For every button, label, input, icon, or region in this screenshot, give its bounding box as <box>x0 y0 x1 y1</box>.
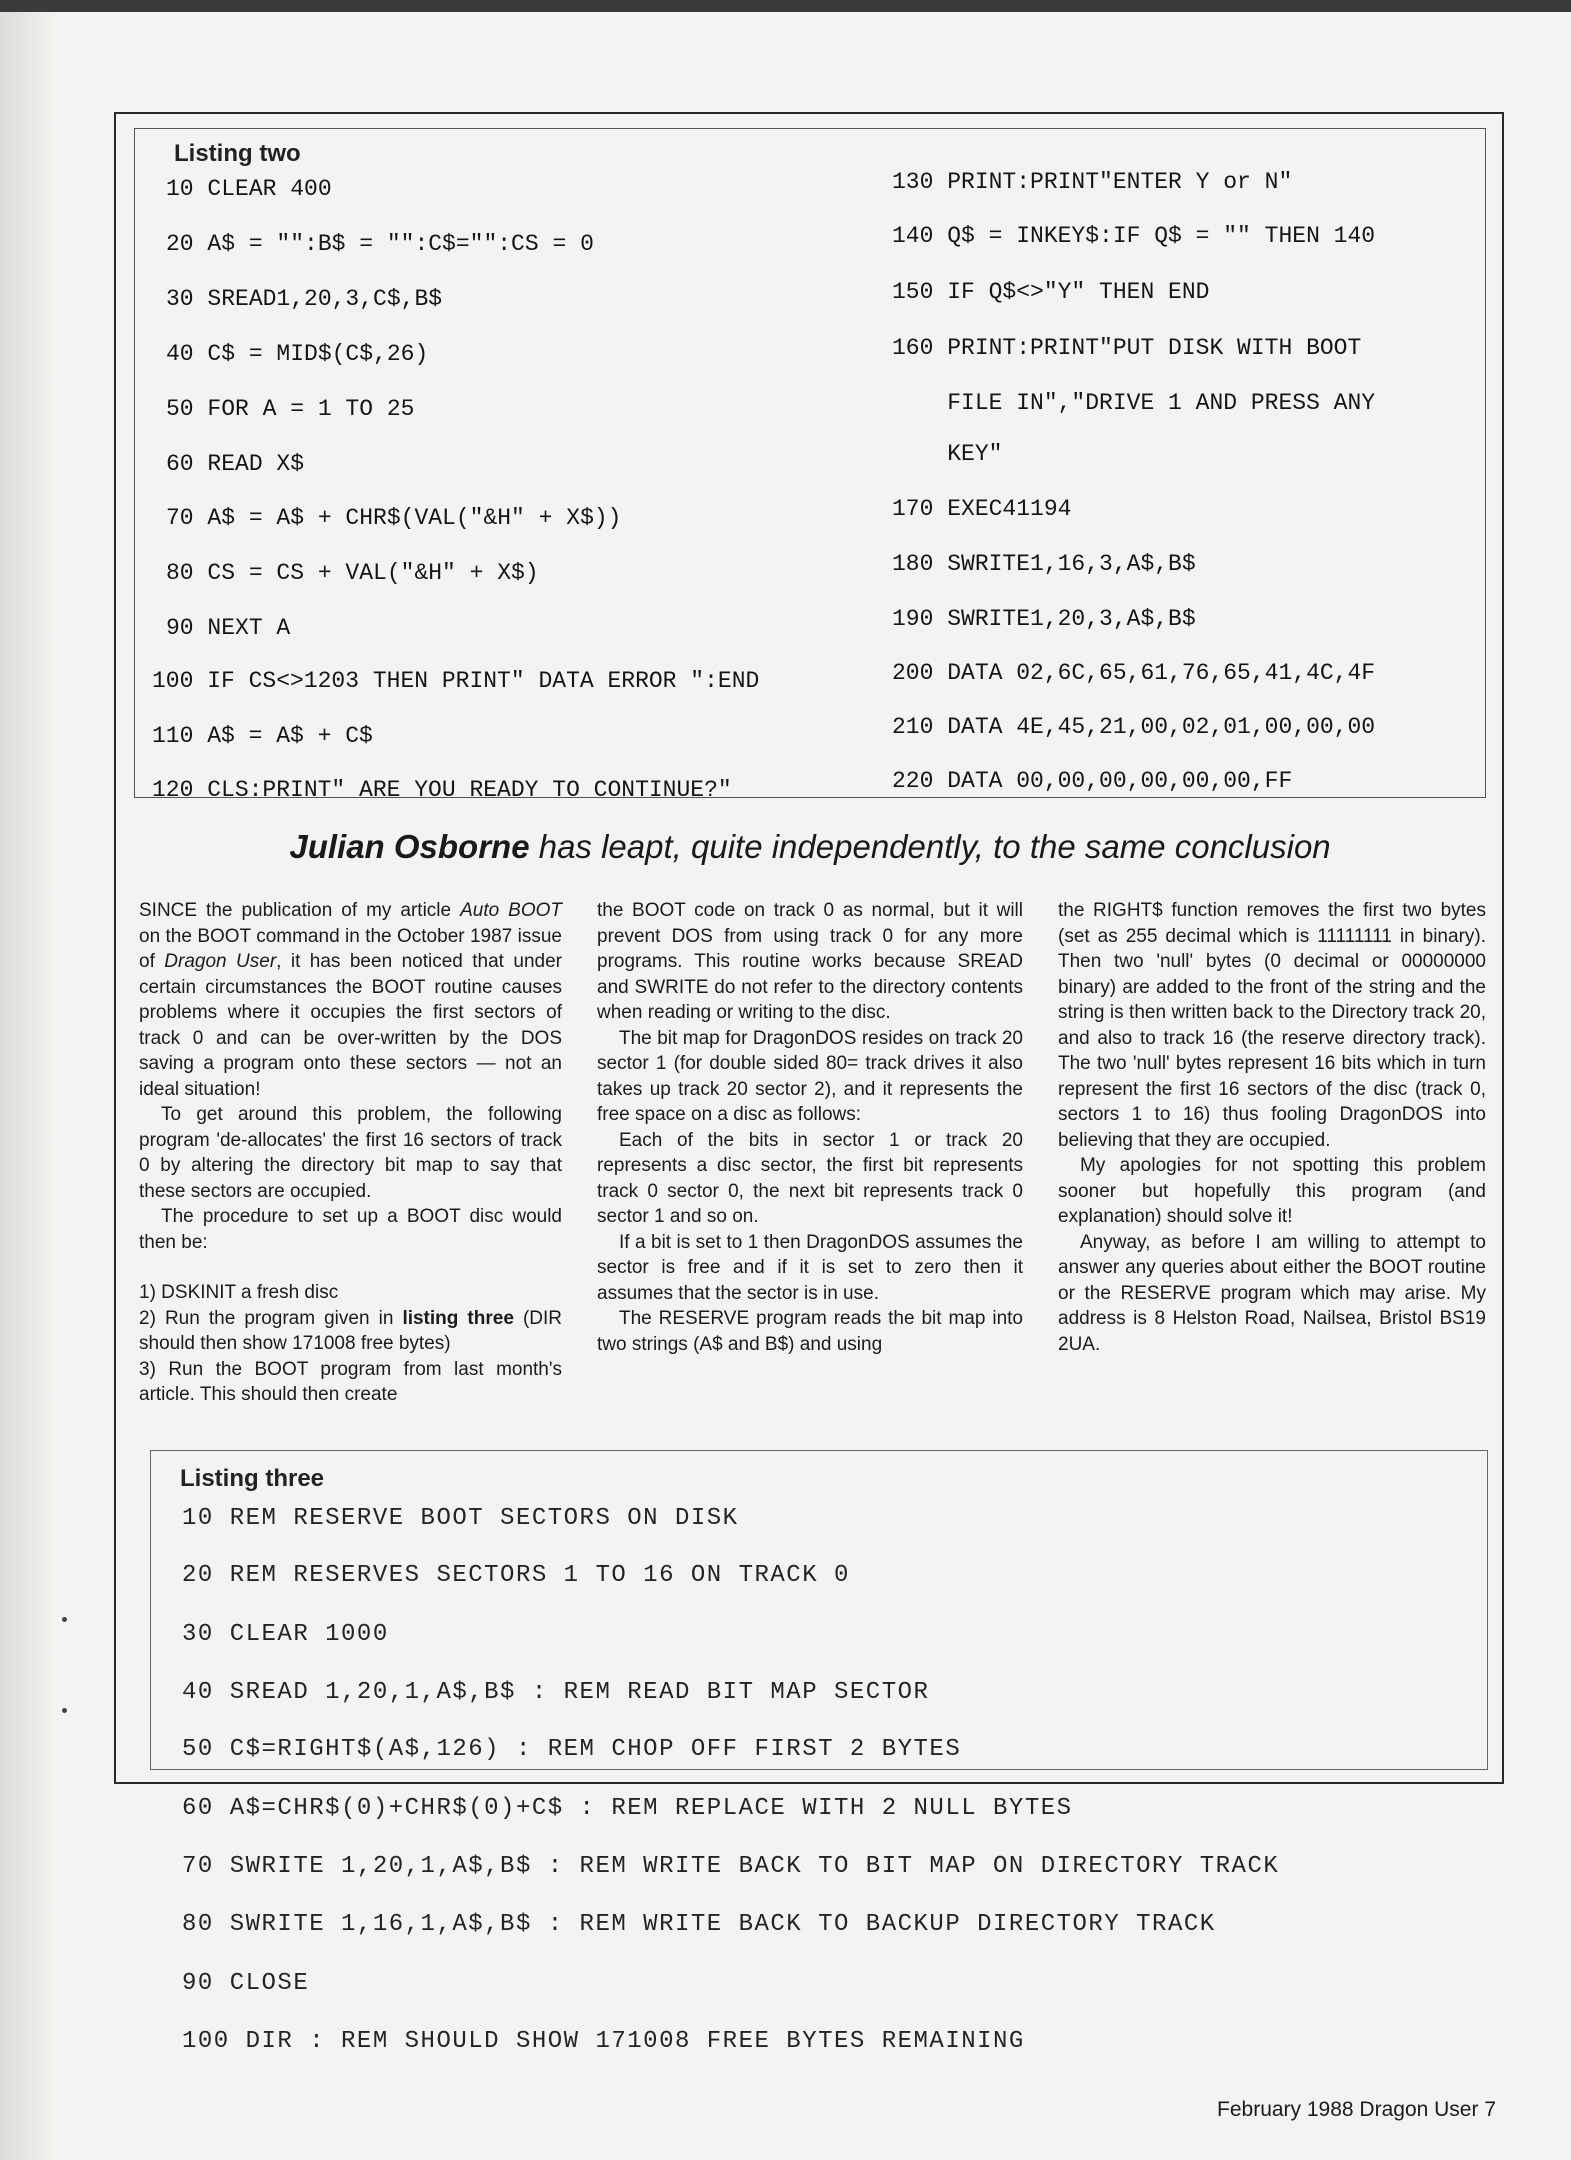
code-line: 10 CLEAR 400 <box>166 176 332 202</box>
headline-author: Julian Osborne <box>289 828 530 865</box>
code-line: 100 DIR : REM SHOULD SHOW 171008 FREE BYTES REMAINING <box>182 2028 1025 2055</box>
paragraph: My apologies for not spotting this problem sooner but hopefully this program (and explanation) should solve it! <box>1058 1155 1486 1227</box>
paragraph: Anyway, as before I am willing to attempt to answer any queries about either the BOOT routine or the RESERVE program which may arise. My address is 8 Helston Road, Nailsea, Bristol BS19 2UA. <box>1058 1231 1486 1355</box>
code-line: 160 PRINT:PRINT"PUT DISK WITH BOOT <box>892 335 1362 361</box>
code-line: 180 SWRITE1,16,3,A$,B$ <box>892 551 1196 577</box>
binding-mark <box>62 1617 67 1622</box>
code-line: 200 DATA 02,6C,65,61,76,65,41,4C,4F <box>892 660 1376 686</box>
code-line: 80 CS = CS + VAL("&H" + X$) <box>166 560 539 586</box>
code-line: 150 IF Q$<>"Y" THEN END <box>892 279 1210 305</box>
article-column-2 <box>597 898 1023 1357</box>
code-line: KEY" <box>892 441 1003 467</box>
text-run: on the BOOT command in the October 1987 issue of <box>139 925 562 972</box>
page-gutter-shadow <box>0 12 55 2160</box>
code-line: 110 A$ = A$ + C$ <box>152 723 373 749</box>
code-line: FILE IN","DRIVE 1 AND PRESS ANY <box>892 390 1376 416</box>
text-run: , it has been noticed that under certain circumstances the BOOT routine causes problems where it occupies the first sectors of track 0 and can be over-written by the DOS saving a program onto these sectors — not an ideal situation! <box>139 951 562 1100</box>
binding-mark <box>62 1708 67 1713</box>
procedure-step <box>139 1306 562 1357</box>
article-column-1 <box>139 898 562 1408</box>
scan-top-edge <box>0 0 1571 12</box>
listing-three-box <box>150 1450 1488 1770</box>
code-line: 20 A$ = "":B$ = "":C$="":CS = 0 <box>166 231 594 257</box>
code-line: 50 FOR A = 1 TO 25 <box>166 396 415 422</box>
code-line: 220 DATA 00,00,00,00,00,00,FF <box>892 768 1293 794</box>
code-line: 60 A$=CHR$(0)+CHR$(0)+C$ : REM REPLACE WITH 2 NULL BYTES <box>182 1795 1073 1822</box>
code-line: 40 C$ = MID$(C$,26) <box>166 341 429 367</box>
text-run: (DIR should then show 171008 free bytes) <box>139 1307 563 1354</box>
paragraph <box>139 898 562 1102</box>
code-line: 40 SREAD 1,20,1,A$,B$ : REM READ BIT MAP SECTOR <box>182 1679 930 1706</box>
headline-text: has leapt, quite independently, to the same conclusion <box>529 828 1331 865</box>
article-column-3 <box>1058 898 1486 1357</box>
code-line: 90 NEXT A <box>166 615 291 641</box>
code-line: 120 CLS:PRINT" ARE YOU READY TO CONTINUE?" <box>152 777 732 803</box>
code-line: 190 SWRITE1,20,3,A$,B$ <box>892 606 1196 632</box>
code-line: 130 PRINT:PRINT"ENTER Y or N" <box>892 169 1293 195</box>
code-line: 100 IF CS<>1203 THEN PRINT" DATA ERROR ":END <box>152 668 760 694</box>
paragraph: The procedure to set up a BOOT disc would then be: <box>139 1206 562 1253</box>
code-line: 170 EXEC41194 <box>892 496 1072 522</box>
paragraph: If a bit is set to 1 then DragonDOS assumes the sector is free and if it is set to zero then it assumes that the sector is in use. <box>597 1231 1023 1304</box>
procedure-step: 1) DSKINIT a fresh disc <box>139 1282 339 1303</box>
paragraph: The RESERVE program reads the bit map into two strings (A$ and B$) and using <box>597 1308 1023 1355</box>
procedure-step: 3) Run the BOOT program from last month's article. This should then create <box>139 1358 562 1405</box>
paragraph: Each of the bits in sector 1 or track 20 represents a disc sector, the first bit represents track 0 sector 0, the next bit represents track 0 sector 1 and so on. <box>597 1129 1023 1227</box>
code-line: 30 CLEAR 1000 <box>182 1621 389 1648</box>
paragraph: To get around this problem, the following program 'de-allocates' the first 16 sectors of track 0 by altering the directory bit map to say that these sectors are occupied. <box>139 1104 562 1202</box>
text-run: SINCE the publication of my article <box>139 900 461 921</box>
code-line: 80 SWRITE 1,16,1,A$,B$ : REM WRITE BACK TO BACKUP DIRECTORY TRACK <box>182 1911 1216 1938</box>
code-line: 50 C$=RIGHT$(A$,126) : REM CHOP OFF FIRST 2 BYTES <box>182 1736 962 1763</box>
code-line: 210 DATA 4E,45,21,00,02,01,00,00,00 <box>892 714 1376 740</box>
italic-title: Dragon User <box>164 951 277 972</box>
page-footer: February 1988 Dragon User 7 <box>1217 2098 1496 2121</box>
italic-title: Auto BOOT <box>460 900 562 921</box>
code-line: 90 CLOSE <box>182 1970 310 1997</box>
code-line: 140 Q$ = INKEY$:IF Q$ = "" THEN 140 <box>892 223 1376 249</box>
bold-reference: listing three <box>402 1307 514 1329</box>
code-line: 60 READ X$ <box>166 451 305 477</box>
paragraph: the BOOT code on track 0 as normal, but it will prevent DOS from using track 0 for any more programs. This routine works because SREAD and SWRITE do not refer to the directory contents when reading or writing to the disc. <box>597 900 1023 1023</box>
listing-two-title: Listing two <box>174 140 301 167</box>
code-line: 20 REM RESERVES SECTORS 1 TO 16 ON TRACK 0 <box>182 1562 850 1589</box>
article-headline <box>134 828 1486 866</box>
text-run: 2) Run the program given in <box>139 1307 403 1329</box>
code-line: 70 SWRITE 1,20,1,A$,B$ : REM WRITE BACK TO BIT MAP ON DIRECTORY TRACK <box>182 1853 1280 1880</box>
code-line: 70 A$ = A$ + CHR$(VAL("&H" + X$)) <box>166 505 622 531</box>
code-line: 10 REM RESERVE BOOT SECTORS ON DISK <box>182 1505 739 1532</box>
listing-three-title: Listing three <box>180 1465 325 1492</box>
paragraph: the RIGHT$ function removes the first two bytes (set as 255 decimal which is 11111111 in binary). Then two 'null' bytes (0 decimal or 00000000 binary) are added to the front of the string and the string is then written back to the Directory track 20, and also to track 16 (the reserve directory track). The two 'null' bytes represent 16 bits which in turn represent the first 16 sectors of the disc (track 0, sectors 1 to 16) thus fooling DragonDOS into believing that they are occupied. <box>1058 900 1486 1151</box>
paragraph: The bit map for DragonDOS resides on track 20 sector 1 (for double sided 80= track drives it also takes up track 20 sector 2), and it represents the free space on a disc as follows: <box>597 1027 1023 1125</box>
code-line: 30 SREAD1,20,3,C$,B$ <box>166 286 443 312</box>
